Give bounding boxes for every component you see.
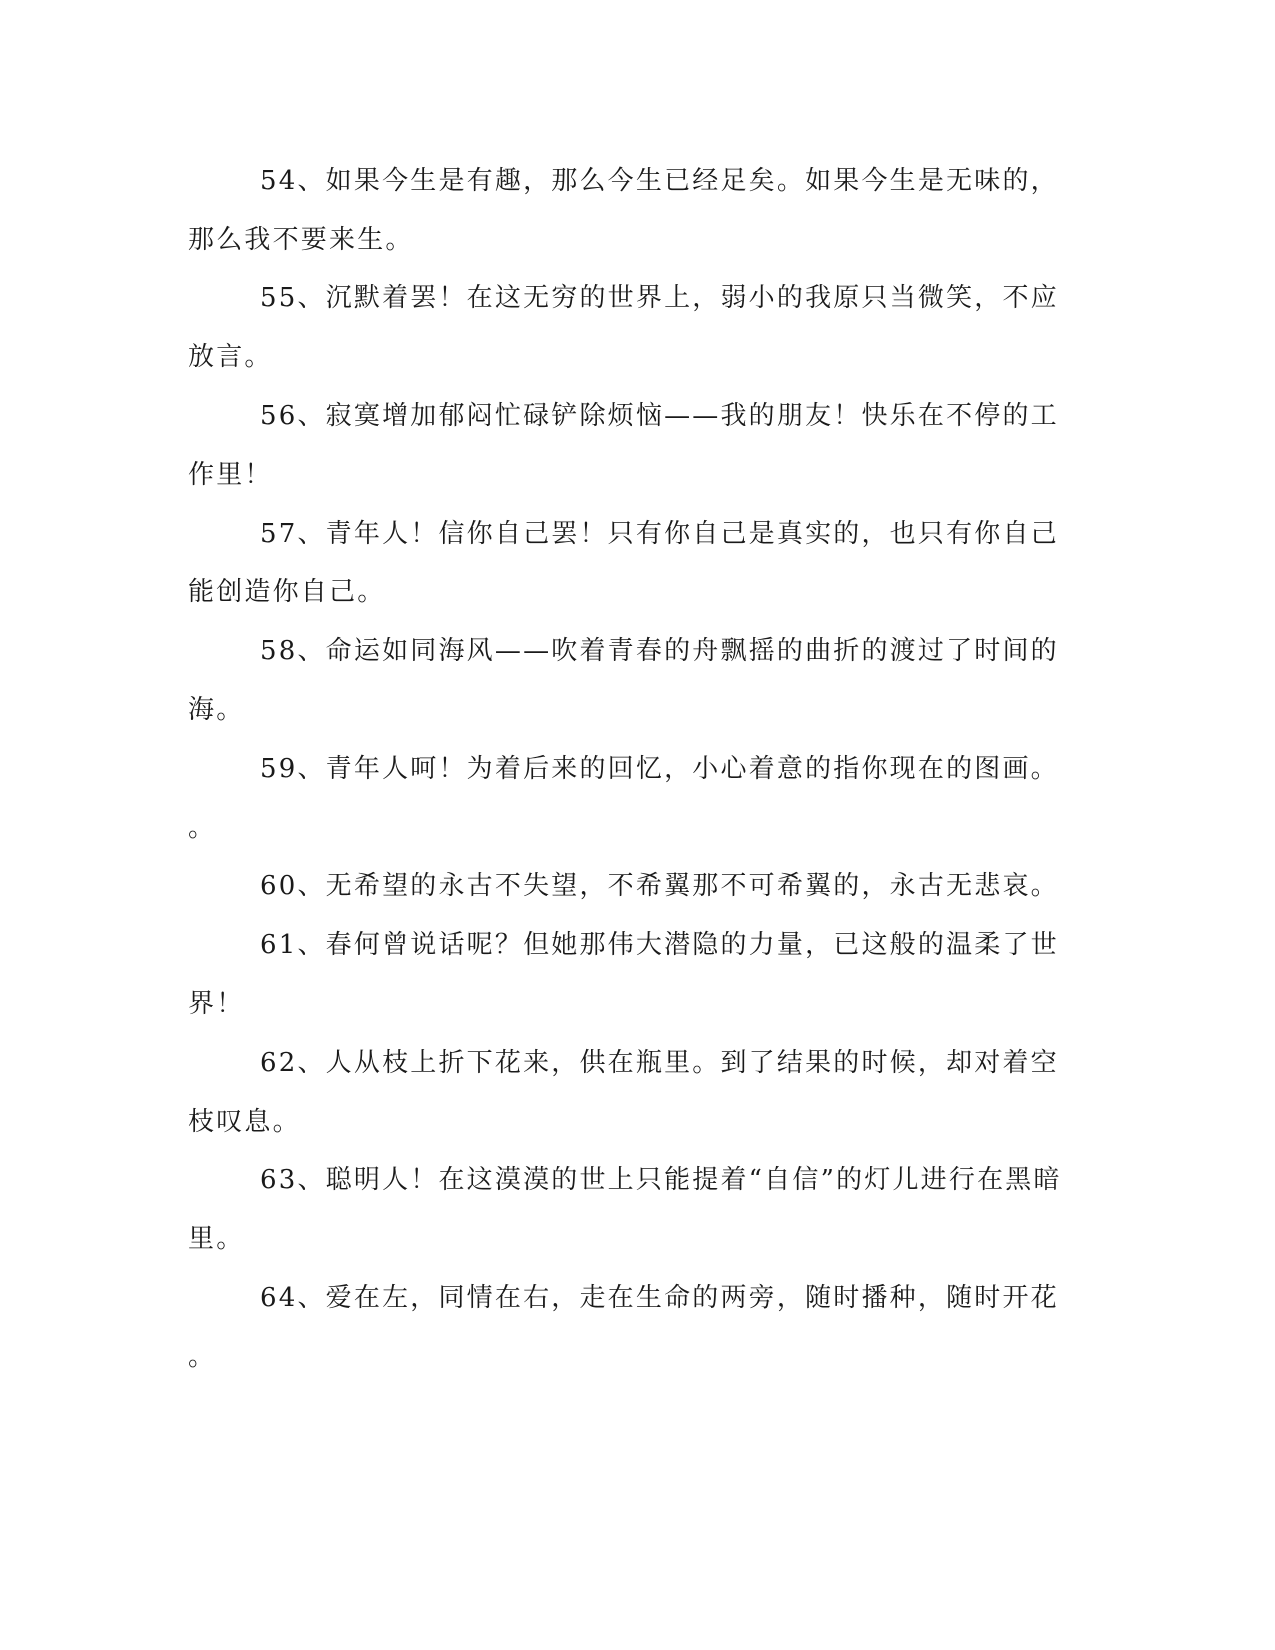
quote-59-line-2: 。 bbox=[188, 813, 217, 843]
quote-55-line-1: 55、沉默着罢！在这无穷的世界上，弱小的我原只当微笑，不应 bbox=[260, 283, 1059, 313]
quote-63-line-2: 里。 bbox=[188, 1224, 245, 1254]
quote-62-line-2: 枝叹息。 bbox=[188, 1107, 301, 1137]
quote-57-line-2: 能创造你自己。 bbox=[188, 577, 386, 607]
quote-59-line-1: 59、青年人呵！为着后来的回忆，小心着意的指你现在的图画。 bbox=[260, 754, 1059, 784]
quote-54-line-2: 那么我不要来生。 bbox=[188, 225, 414, 255]
quote-55-line-2: 放言。 bbox=[188, 342, 273, 372]
quote-56-line-2: 作里！ bbox=[188, 460, 273, 490]
quote-60-line-1: 60、无希望的永古不失望，不希翼那不可希翼的，永古无悲哀。 bbox=[260, 871, 1059, 901]
quote-58-line-1: 58、命运如同海风——吹着青春的舟飘摇的曲折的渡过了时间的 bbox=[260, 636, 1059, 666]
quote-54-line-1: 54、如果今生是有趣，那么今生已经足矣。如果今生是无味的， bbox=[260, 166, 1059, 196]
quote-58-line-2: 海。 bbox=[188, 695, 245, 725]
quote-64-line-2: 。 bbox=[188, 1342, 217, 1372]
quote-56-line-1: 56、寂寞增加郁闷忙碌铲除烦恼——我的朋友！快乐在不停的工 bbox=[260, 401, 1059, 431]
quote-57-line-1: 57、青年人！信你自己罢！只有你自己是真实的，也只有你自己 bbox=[260, 519, 1059, 549]
quote-63-line-1: 63、聪明人！在这漠漠的世上只能提着“自信”的灯儿进行在黑暗 bbox=[260, 1165, 1062, 1195]
quote-64-line-1: 64、爱在左，同情在右，走在生命的两旁，随时播种，随时开花 bbox=[260, 1283, 1059, 1313]
quote-61-line-1: 61、春何曾说话呢？但她那伟大潜隐的力量，已这般的温柔了世 bbox=[260, 930, 1059, 960]
quote-61-line-2: 界！ bbox=[188, 989, 245, 1019]
quote-62-line-1: 62、人从枝上折下花来，供在瓶里。到了结果的时候，却对着空 bbox=[260, 1048, 1059, 1078]
